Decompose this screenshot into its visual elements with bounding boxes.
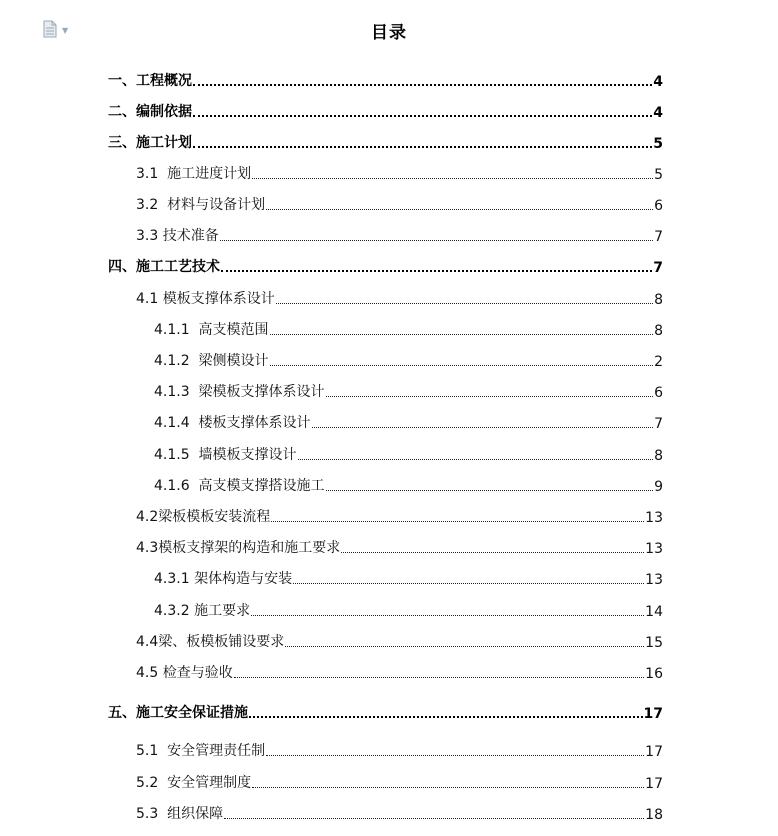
toc-entry-label: 三、施工计划 [108,135,192,151]
toc-entry[interactable] [154,319,663,339]
toc-entry-page: 7 [654,416,663,432]
toc-entry-label: 5.3 组织保障 [136,806,224,822]
toc-entry[interactable] [154,475,663,495]
toc-entry-label: 3.3 技术准备 [136,228,219,244]
dot-leader [224,818,644,819]
toc-entry[interactable] [154,381,663,401]
dot-leader [341,552,644,553]
toc-entry-label: 四、施工工艺技术 [108,259,220,275]
dot-leader [193,146,652,148]
dot-leader [221,270,652,272]
toc-entry-page: 13 [645,510,663,526]
toc-entry[interactable] [108,70,663,90]
dot-leader [270,334,654,335]
dot-leader [271,521,644,522]
dot-leader [326,490,654,491]
toc-entry-label: 5.2 安全管理制度 [136,775,252,791]
toc-entry[interactable] [108,256,663,276]
toc-entry-page: 9 [654,479,663,495]
dot-leader [252,178,653,179]
toc-entry-page: 16 [645,666,663,682]
toc-entry[interactable] [136,740,663,760]
dot-leader [285,646,644,647]
dot-leader [298,459,654,460]
toc-entry-label: 五、施工安全保证措施 [108,705,248,721]
toc-entry-page: 8 [654,292,663,308]
toc-entry-label: 4.3模板支撑架的构造和施工要求 [136,540,341,556]
toc-entry[interactable] [136,772,663,792]
toc-entry-page: 13 [645,572,663,588]
toc-entry-page: 14 [645,604,663,620]
toc-entry-label: 二、编制依据 [108,104,192,120]
toc-entry[interactable] [108,702,663,722]
toc-entry[interactable] [154,600,663,620]
dot-leader [326,396,654,397]
toc-entry-page: 6 [654,198,663,214]
toc-entry-label: 4.3.1 架体构造与安装 [154,571,293,587]
toc-entry-page: 15 [645,635,663,651]
toc-entry-page: 8 [654,323,663,339]
toc-entry-page: 5 [654,167,663,183]
dot-leader [234,677,644,678]
dropdown-caret-icon[interactable]: ▼ [62,26,69,35]
toc-entry-page: 13 [645,541,663,557]
toc-entry-page: 7 [653,260,663,276]
toc-entry-page: 5 [653,136,663,152]
toc-entry-label: 4.1 模板支撑体系设计 [136,291,275,307]
toc-entry-page: 17 [645,776,663,792]
toc-entry-label: 3.1 施工进度计划 [136,166,252,182]
toc-entry-page: 7 [654,229,663,245]
toc-entry[interactable] [154,412,663,432]
toc-entry-label: 4.4梁、板模板铺设要求 [136,634,285,650]
toc-entry-page: 18 [645,807,663,823]
dot-leader [293,583,644,584]
toc-entry-label: 4.1.1 高支模范围 [154,322,269,338]
toc-entry-label: 4.1.4 楼板支撑体系设计 [154,415,311,431]
toc-entry[interactable] [154,568,663,588]
toc-entry-page: 8 [654,448,663,464]
page-title: 目录 [371,23,407,43]
toc-entry[interactable] [136,506,663,526]
toc-entry[interactable] [136,288,663,308]
toc-entry-label: 5.1 安全管理责任制 [136,743,266,759]
toc-entry[interactable] [136,163,663,183]
toc-entry[interactable] [108,132,663,152]
dot-leader [270,365,654,366]
toc-entry[interactable] [136,194,663,214]
toc-entry-label: 4.1.6 高支模支撑搭设施工 [154,478,325,494]
dot-leader [266,209,653,210]
dot-leader [249,716,643,718]
toc-entry[interactable] [154,444,663,464]
dot-leader [266,755,644,756]
dot-leader [220,240,653,241]
toc-entry[interactable] [136,662,663,682]
toc-entry-page: 6 [654,385,663,401]
dot-leader [252,787,644,788]
toc-entry-label: 4.1.3 梁模板支撑体系设计 [154,384,325,400]
toc-entry-page: 17 [643,706,663,722]
dot-leader [312,427,654,428]
dot-leader [193,84,652,86]
toc-entry-label: 4.1.2 梁侧模设计 [154,353,269,369]
toc-entry-label: 4.3.2 施工要求 [154,603,251,619]
toc-entry-label: 4.1.5 墙模板支撑设计 [154,447,297,463]
toc-entry[interactable] [154,350,663,370]
dot-leader [193,115,652,117]
toc-entry[interactable] [136,537,663,557]
dot-leader [251,615,644,616]
toc-entry-label: 一、工程概况 [108,73,192,89]
toc-entry-page: 17 [645,744,663,760]
toc-entry-page: 2 [654,354,663,370]
toc-entry[interactable] [108,101,663,121]
toc-entry-label: 3.2 材料与设备计划 [136,197,266,213]
toc-entry-label: 4.2梁板模板安装流程 [136,509,271,525]
toc-entry-label: 4.5 检查与验收 [136,665,233,681]
toc-entry[interactable] [136,225,663,245]
dot-leader [276,303,653,304]
toc-entry-page: 4 [653,74,663,90]
toc-entry-page: 4 [653,105,663,121]
toc-entry[interactable] [136,803,663,823]
toc-entry[interactable] [136,631,663,651]
